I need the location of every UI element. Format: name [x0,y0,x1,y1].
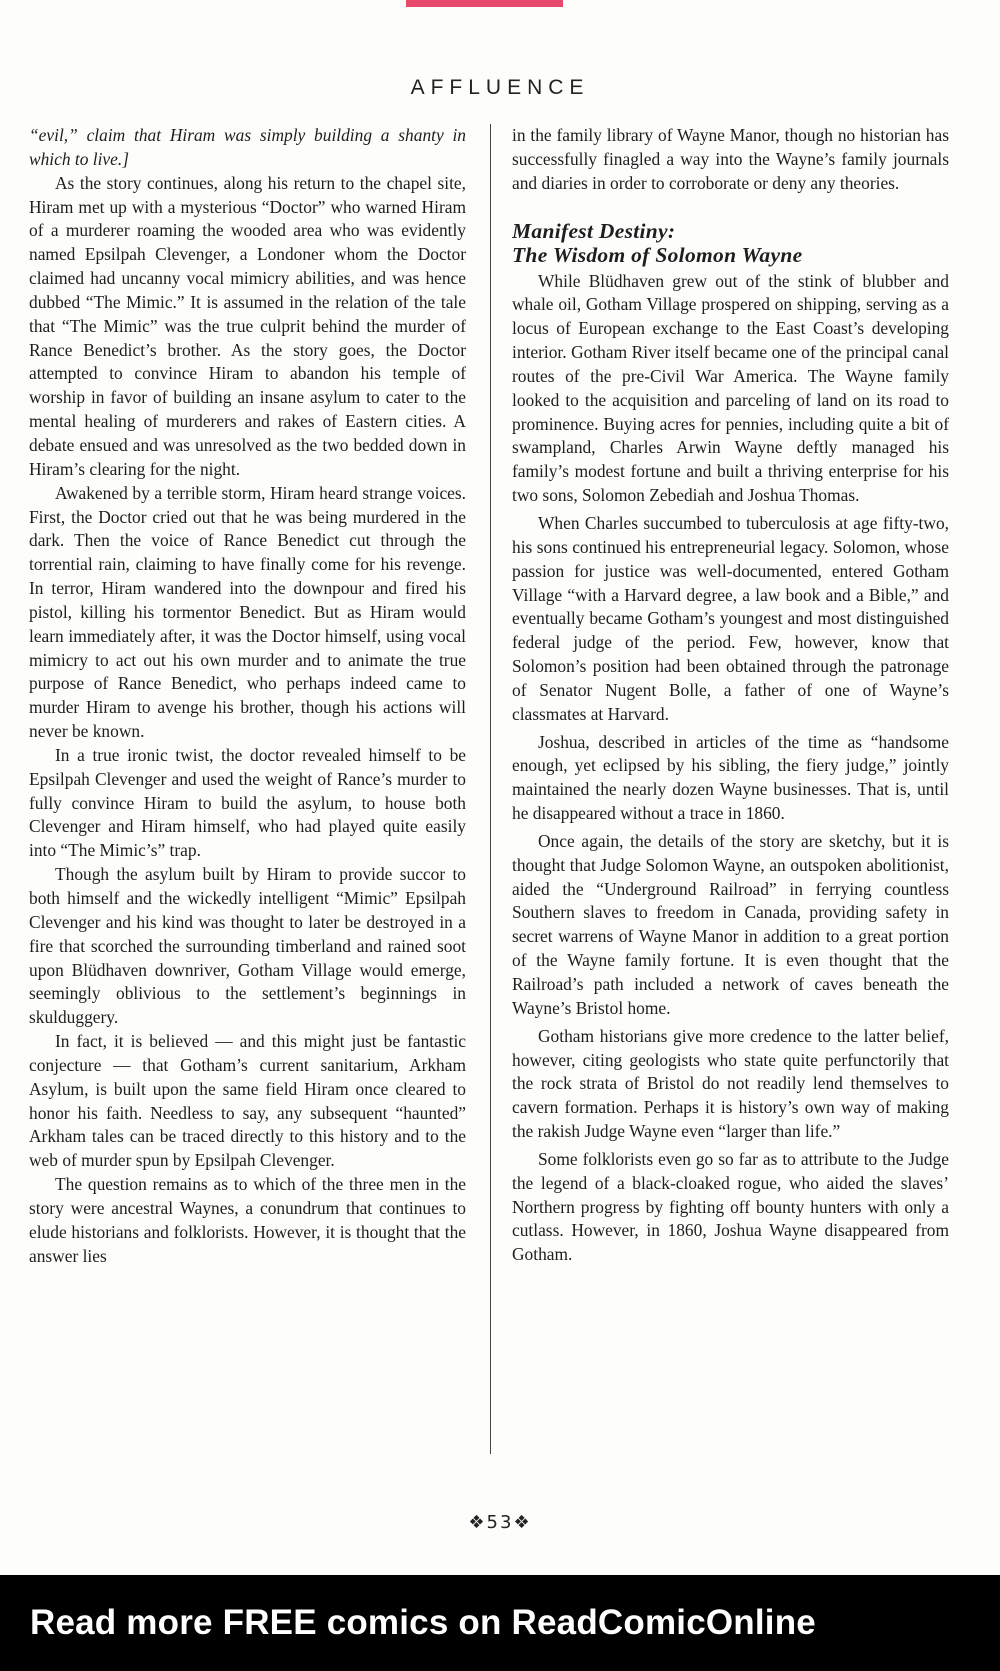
continued-paragraph: in the family library of Wayne Manor, though no historian has successfully finagled a way into the Wayne’s family journals and diaries in order to corroborate or deny any theories. [512,125,949,193]
body-paragraph: As the story continues, along his return to the chapel site, Hiram met up with a mysterious “Doctor” who warned Hiram of a murderer roaming the wooded area who was evidently named Epsilpah Clevenger, a Londoner whom the Doctor claimed had uncanny vocal mimicry abilities, and was hence dubbed “The Mimic.” It is assumed in the relation of the tale that “The Mimic” was the true culprit behind the murder of Rance Benedict’s brother. As the story goes, the Doctor attempted to convince Hiram to abandon his temple of worship in favor of building an insane asylum to cater to the mental healing of murderers and rakes of Eastern cities. A debate ensued and was unresolved as the two bedded down in Hiram’s clearing for the night. [29,172,466,479]
body-paragraph: Gotham historians give more credence to the latter belief, however, citing geologists who state quite perfunctorily that the rock strata of Bristol do not readily lend themselves to cavern formation. Perhaps it is history’s own way of making the rakish Judge Wayne even “larger than life.” [512,1025,949,1142]
body-paragraph: Once again, the details of the story are sketchy, but it is thought that Judge Solomon Wayne, an outspoken abolitionist, aided the “Underground Railroad” in ferrying countless Southern slaves to freedom in Canada, providing safety in secret warrens of Wayne Manor in addition to a great portion of the Wayne family fortune. It is even thought that the Railroad’s path included a network of caves beneath the Wayne’s Bristol home. [512,830,949,1018]
folio-ornament-left-icon: ❖ [468,1512,487,1533]
body-paragraph: While Blüdhaven grew out of the stink of blubber and whale oil, Gotham Village prospered on shipping, serving as a locus of European exchange to the East Coast’s developing interior. Gotham River itself became one of the principal canal routes of the pre-Civil War America. The Wayne family looked to the acquisition and parceling of land on its road to prominence. Buying acres for pennies, including quite a bit of swampland, Charles Arwin Wayne deftly managed his family’s modest fortune and built a thriving enterprise for his two sons, Solomon Zebediah and Joshua Thomas. [512,270,949,506]
opening-italic-passage: “evil,” claim that Hiram was simply building a shanty in which to live.] [29,125,466,169]
section-heading-line-1: Manifest Destiny: [512,218,676,243]
section-heading [512,219,949,267]
promo-banner-text[interactable]: Read more FREE comics on ReadComicOnline [30,1603,816,1642]
right-column [512,124,949,1454]
left-column [29,124,466,1454]
body-paragraph: Though the asylum built by Hiram to provide succor to both himself and the wickedly intelligent “Mimic” Epsilpah Clevenger and his kind was thought to later be destroyed in a fire that scorched the surrounding timberland and rained soot upon Blüdhaven downriver, Gotham Village would emerge, seemingly oblivious to the settlement’s beginnings in skulduggery. [29,864,466,1028]
page-number: 53 [486,1512,514,1533]
promo-banner[interactable] [0,1575,1000,1671]
body-paragraph: Some folklorists even go so far as to attribute to the Judge the legend of a black-cloaked rogue, who aided the slaves’ Northern progress by fighting off bounty hunters with only a cutlass. However, in 1860, Joshua Wayne disappeared from Gotham. [512,1148,949,1265]
color-tab [406,0,563,7]
page-folio [0,1512,1000,1533]
column-divider [490,124,491,1454]
body-paragraph: In fact, it is believed — and this might just be fantastic conjecture — that Gotham’s current sanitarium, Arkham Asylum, is built upon the same field Hiram once cleared to honor his faith. Needless to say, any subsequent “haunted” Arkham tales can be traced directly to this history and to the web of murder spun by Epsilpah Clevenger. [29,1031,466,1171]
running-header: AFFLUENCE [410,76,590,99]
body-paragraph: In a true ironic twist, the doctor revealed himself to be Epsilpah Clevenger and used the weight of Rance’s murder to fully convince Hiram to build the asylum, to house both Clevenger and Hiram himself, who had played quite easily into “The Mimic’s” trap. [29,744,466,861]
body-paragraph: The question remains as to which of the three men in the story were ancestral Waynes, a conundrum that continues to elude historians and folklorists. However, it is thought that the answer lies [29,1174,466,1266]
body-paragraph: Awakened by a terrible storm, Hiram heard strange voices. First, the Doctor cried out that he was being murdered in the dark. Then the voice of Rance Benedict cut through the torrential rain, claiming to have finally come for his revenge. In terror, Hiram wandered into the downpour and fired his pistol, killing his tormentor Benedict. But as Hiram would learn immediately after, it was the Doctor himself, using vocal mimicry to act out his own murder and to animate the true purpose of Rance Benedict, who perhaps indeed came to murder Hiram to avenge his brother, though his actions will never be known. [29,482,466,742]
body-paragraph: Joshua, described in articles of the time as “handsome enough, yet eclipsed by his sibling, the fiery judge,” jointly maintained the nearly dozen Wayne businesses. That is, until he disappeared without a trace in 1860. [512,731,949,824]
folio-ornament-right-icon: ❖ [513,1512,532,1533]
section-heading-line-2: The Wisdom of Solomon Wayne [512,242,803,267]
body-paragraph: When Charles succumbed to tuberculosis at age fifty-two, his sons continued his entrepreneurial legacy. Solomon, whose passion for justice was well-documented, entered Gotham Village “with a Harvard degree, a law book and a Bible,” and eventually became Gotham’s youngest and most distinguished federal judge of the period. Few, however, know that Solomon’s position had been obtained through the patronage of Senator Nugent Bolle, a father of one of Wayne’s classmates at Harvard. [512,512,949,724]
